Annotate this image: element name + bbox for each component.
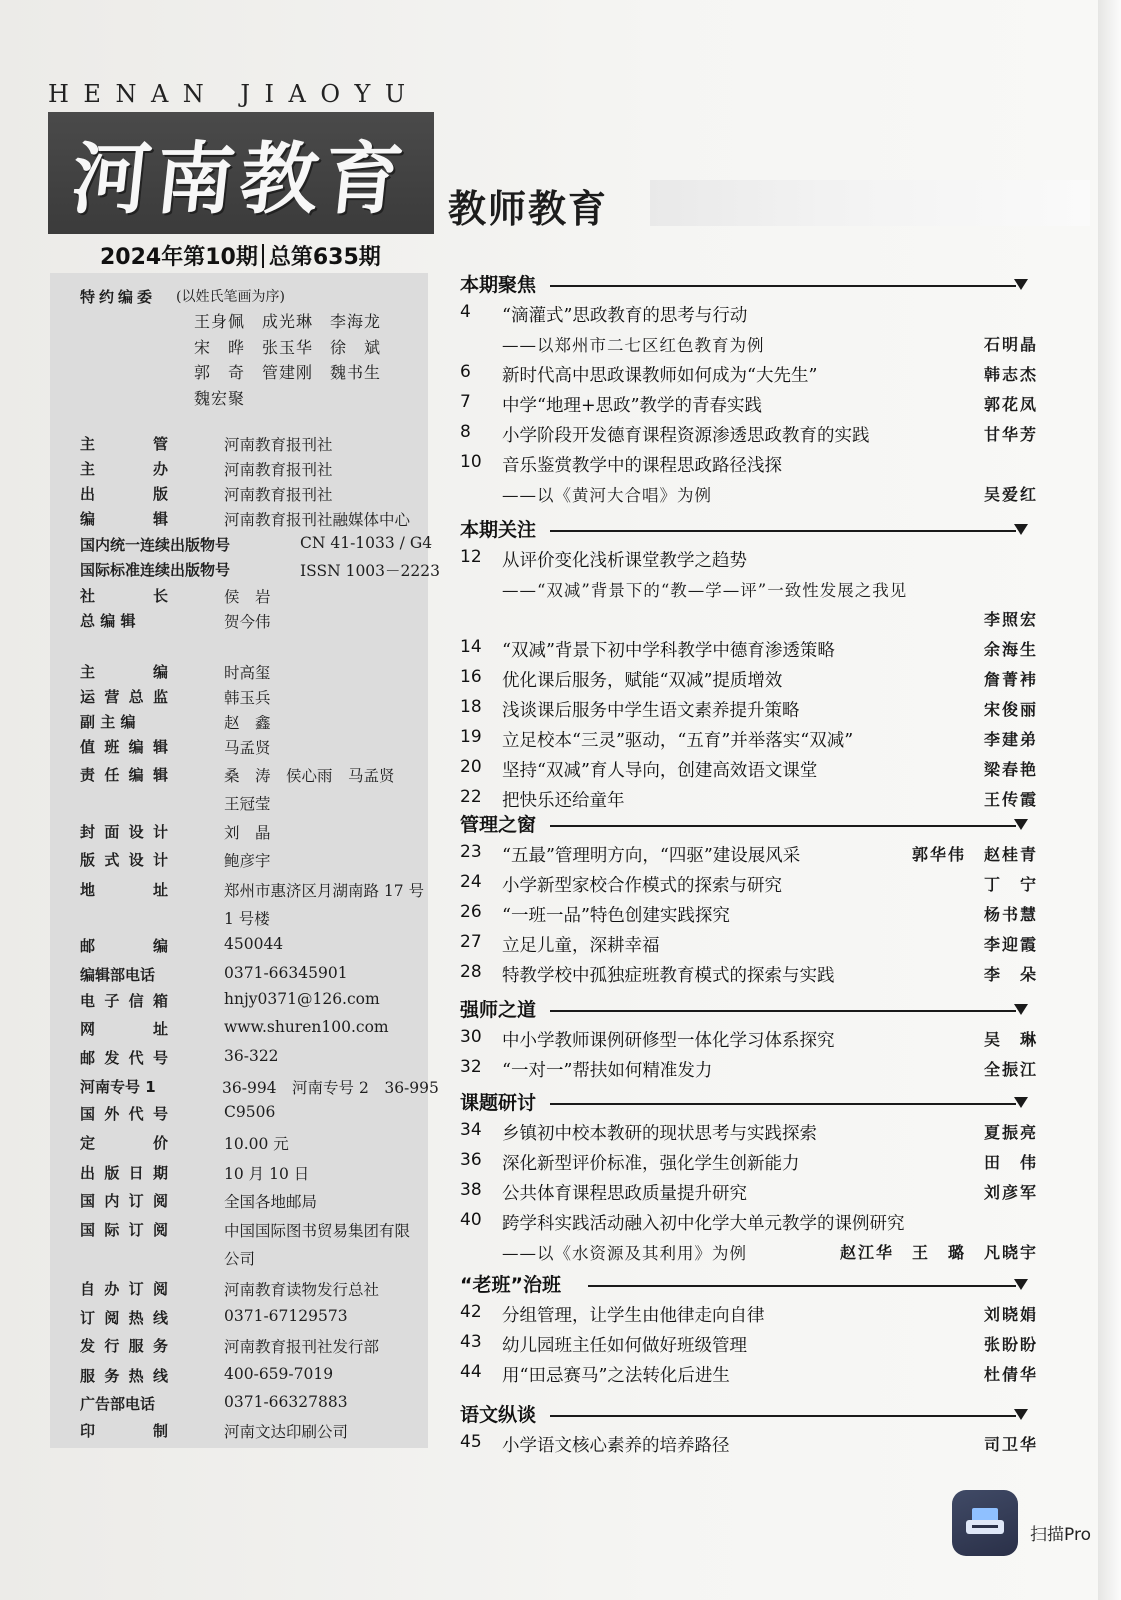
masthead-banner bbox=[48, 112, 434, 234]
colophon-value: 全国各地邮局 bbox=[224, 1193, 318, 1211]
toc-page-number: 26 bbox=[460, 902, 482, 922]
toc-section-heading bbox=[460, 995, 1028, 1025]
colophon-label: 发行服务 bbox=[80, 1337, 168, 1355]
toc-entry[interactable] bbox=[460, 1362, 1038, 1390]
colophon-value: 王冠莹 bbox=[224, 795, 271, 813]
toc-section-rule bbox=[550, 1415, 1016, 1417]
toc-article-title: 从评价变化浅析课堂教学之趋势 bbox=[502, 551, 747, 571]
toc-author: 赵江华 王 璐 凡晓宇 bbox=[839, 1243, 1038, 1262]
colophon-label: 邮 编 bbox=[80, 937, 168, 955]
toc-article-title: “双减”背景下初中学科教学中德育渗透策略 bbox=[502, 641, 835, 661]
toc-author: 刘彦军 bbox=[983, 1183, 1038, 1202]
toc-page-number: 45 bbox=[460, 1432, 482, 1452]
colophon-value: 36-994 河南专号 2 36-995 bbox=[222, 1079, 439, 1097]
colophon-value: 中国国际图书贸易集团有限 bbox=[224, 1222, 411, 1240]
toc-entry[interactable] bbox=[460, 1432, 1038, 1460]
toc-article-title: 浅谈课后服务中学生语文素养提升策略 bbox=[502, 701, 800, 721]
toc-subtitle: ——以《黄河大合唱》为例 bbox=[502, 486, 712, 505]
colophon-label: 地 址 bbox=[80, 881, 168, 899]
toc-section-rule bbox=[550, 530, 1016, 532]
toc-section-title: 语文纵谈 bbox=[460, 1404, 537, 1426]
toc-page-number: 27 bbox=[460, 932, 482, 952]
colophon-value: 河南教育报刊社 bbox=[224, 461, 333, 479]
toc-entry[interactable] bbox=[460, 1150, 1038, 1178]
issue-line bbox=[100, 240, 420, 271]
colophon-value: CN 41-1033 / G4 bbox=[300, 534, 433, 552]
table-of-contents bbox=[460, 270, 1040, 1470]
toc-author: 王传霞 bbox=[983, 790, 1038, 809]
toc-author: 李建弟 bbox=[983, 730, 1038, 749]
toc-entry[interactable] bbox=[460, 452, 1038, 480]
toc-section-title: “老班”治班 bbox=[460, 1274, 561, 1296]
toc-entry[interactable] bbox=[460, 697, 1038, 725]
colophon-label: 值班编辑 bbox=[80, 738, 168, 756]
toc-page-number: 10 bbox=[460, 452, 482, 472]
toc-page-number: 19 bbox=[460, 727, 482, 747]
toc-page-number: 34 bbox=[460, 1120, 482, 1140]
members-label: 特约编委 bbox=[80, 288, 157, 306]
toc-article-title: 小学阶段开发德育课程资源渗透思政教育的实践 bbox=[502, 426, 870, 446]
toc-article-title: 中学“地理+思政”教学的青春实践 bbox=[502, 396, 763, 416]
toc-article-title: 小学新型家校合作模式的探索与研究 bbox=[502, 876, 782, 896]
toc-section-heading bbox=[460, 1400, 1028, 1430]
toc-author: 李照宏 bbox=[983, 610, 1038, 629]
toc-page-number: 22 bbox=[460, 787, 482, 807]
page-gutter bbox=[1098, 0, 1121, 1600]
toc-page-number: 23 bbox=[460, 842, 482, 862]
toc-article-title: 幼儿园班主任如何做好班级管理 bbox=[502, 1336, 747, 1356]
colophon-label: 国际标准连续出版物号 bbox=[80, 561, 231, 579]
members-note: (以姓氏笔画为序) bbox=[176, 289, 285, 305]
toc-article-title: 公共体育课程思政质量提升研究 bbox=[502, 1184, 747, 1204]
toc-section-heading bbox=[460, 1270, 1028, 1300]
colophon-label: 邮发代号 bbox=[80, 1049, 168, 1067]
colophon-value: ISSN 1003－2223 bbox=[300, 562, 440, 580]
toc-author: 詹菁袆 bbox=[983, 670, 1038, 689]
toc-section-rule bbox=[588, 1285, 1016, 1287]
masthead-title: 河南教育 bbox=[67, 134, 414, 225]
toc-entry[interactable] bbox=[460, 872, 1038, 900]
toc-article-title: “滴灌式”思政教育的思考与行动 bbox=[502, 306, 748, 326]
colophon-label: 订阅热线 bbox=[80, 1309, 168, 1327]
toc-article-title: 音乐鉴赏教学中的课程思政路径浅探 bbox=[502, 456, 782, 476]
triangle-down-icon bbox=[1014, 1097, 1028, 1108]
toc-article-title: 坚持“双减”育人导向，创建高效语文课堂 bbox=[502, 761, 818, 781]
toc-page-number: 4 bbox=[460, 302, 471, 322]
colophon-value: 0371-66345901 bbox=[224, 964, 348, 982]
toc-author: 韩志杰 bbox=[983, 365, 1038, 384]
colophon-panel bbox=[50, 273, 440, 1448]
toc-entry[interactable] bbox=[460, 1302, 1038, 1330]
section-heading: 教师教育 bbox=[448, 187, 609, 231]
toc-page-number: 24 bbox=[460, 872, 482, 892]
section-heading-band bbox=[650, 180, 1090, 226]
member-line: 郭 奇 管建刚 魏书生 bbox=[194, 363, 382, 382]
toc-author: 甘华芳 bbox=[983, 425, 1038, 444]
toc-author: 郭花凤 bbox=[983, 395, 1038, 414]
toc-page-number: 18 bbox=[460, 697, 482, 717]
colophon-value: 韩玉兵 bbox=[224, 689, 271, 707]
colophon-label: 国内统一连续出版物号 bbox=[80, 536, 231, 554]
toc-author: 李 朵 bbox=[983, 965, 1038, 984]
toc-section-title: 管理之窗 bbox=[460, 814, 537, 836]
toc-article-title: 优化课后服务，赋能“双减”提质增效 bbox=[502, 671, 783, 691]
toc-page-number: 38 bbox=[460, 1180, 482, 1200]
toc-section-title: 课题研讨 bbox=[460, 1092, 537, 1114]
colophon-label: 电子信箱 bbox=[80, 992, 168, 1010]
toc-section-heading bbox=[460, 810, 1028, 840]
toc-article-title: 中小学教师课例研修型一体化学习体系探究 bbox=[502, 1031, 835, 1051]
scanner-app-name: 扫描Pro bbox=[1030, 1525, 1091, 1545]
toc-page-number: 6 bbox=[460, 362, 471, 382]
colophon-value: 0371-67129573 bbox=[224, 1307, 348, 1325]
toc-subtitle: ——“双减”背景下的“教—学—评”一致性发展之我见 bbox=[502, 581, 908, 600]
colophon-value: C9506 bbox=[224, 1103, 276, 1121]
toc-entry[interactable] bbox=[460, 1332, 1038, 1360]
toc-author: 刘晓娟 bbox=[983, 1305, 1038, 1324]
toc-page-number: 16 bbox=[460, 667, 482, 687]
toc-entry[interactable] bbox=[460, 1027, 1038, 1055]
colophon-value: 贺今伟 bbox=[224, 613, 271, 631]
toc-section-rule bbox=[550, 285, 1016, 287]
toc-article-title: 特教学校中孤独症班教育模式的探索与实践 bbox=[502, 966, 835, 986]
toc-author: 司卫华 bbox=[983, 1435, 1038, 1454]
toc-author: 吴 琳 bbox=[983, 1030, 1038, 1049]
colophon-label: 国际订阅 bbox=[80, 1221, 168, 1239]
colophon-label: 定 价 bbox=[80, 1134, 168, 1152]
toc-page-number: 32 bbox=[460, 1057, 482, 1077]
toc-article-title: 分组管理，让学生由他律走向自律 bbox=[502, 1306, 765, 1326]
toc-entry[interactable] bbox=[460, 637, 1038, 665]
colophon-value: 450044 bbox=[224, 935, 284, 953]
colophon-value[interactable]: www.shuren100.com bbox=[224, 1018, 389, 1036]
toc-entry[interactable] bbox=[460, 1120, 1038, 1148]
toc-entry[interactable] bbox=[460, 547, 1038, 575]
colophon-label: 广告部电话 bbox=[80, 1395, 156, 1413]
toc-author: 吴爱红 bbox=[983, 485, 1038, 504]
colophon-label: 服务热线 bbox=[80, 1367, 168, 1385]
toc-article-title: 小学语文核心素养的培养路径 bbox=[502, 1436, 730, 1456]
colophon-label: 印 制 bbox=[80, 1422, 168, 1440]
member-line: 魏宏聚 bbox=[194, 388, 246, 408]
toc-article-title: 乡镇初中校本教研的现状思考与实践探索 bbox=[502, 1124, 817, 1144]
colophon-value: 马孟贤 bbox=[224, 739, 271, 757]
toc-subtitle: ——以《水资源及其利用》为例 bbox=[502, 1244, 747, 1263]
colophon-value: 时高玺 bbox=[224, 664, 271, 682]
year-issue: 2024年第10期 bbox=[100, 245, 258, 270]
toc-subtitle: ——以郑州市二七区红色教育为例 bbox=[502, 336, 765, 355]
toc-article-title: 深化新型评价标准，强化学生创新能力 bbox=[502, 1154, 800, 1174]
toc-section-heading bbox=[460, 270, 1028, 300]
toc-subtitle-line bbox=[502, 577, 1038, 603]
toc-article-title: 新时代高中思政课教师如何成为“大先生” bbox=[502, 366, 818, 386]
toc-article-title: 跨学科实践活动融入初中化学大单元教学的课例研究 bbox=[502, 1214, 905, 1234]
toc-entry[interactable] bbox=[460, 1057, 1038, 1085]
toc-page-number: 12 bbox=[460, 547, 482, 567]
colophon-value: 郑州市惠济区月湖南路 17 号 bbox=[224, 882, 425, 900]
toc-section-title: 本期关注 bbox=[460, 519, 537, 541]
toc-subtitle-line bbox=[502, 482, 1038, 508]
colophon-value: 36-322 bbox=[224, 1047, 279, 1065]
toc-section-title: 本期聚焦 bbox=[460, 274, 537, 296]
toc-page-number: 44 bbox=[460, 1362, 482, 1382]
toc-author: 梁春艳 bbox=[983, 760, 1038, 779]
colophon-label: 出 版 bbox=[80, 485, 168, 503]
toc-author: 夏振亮 bbox=[983, 1123, 1038, 1142]
toc-author: 杜倩华 bbox=[983, 1365, 1038, 1384]
toc-page-number: 40 bbox=[460, 1210, 482, 1230]
colophon-label: 网 址 bbox=[80, 1020, 168, 1038]
colophon-label: 主 编 bbox=[80, 663, 168, 681]
triangle-down-icon bbox=[1014, 1409, 1028, 1420]
toc-author: 余海生 bbox=[983, 640, 1038, 659]
toc-author: 丁 宁 bbox=[983, 875, 1038, 894]
colophon-value: 河南文达印刷公司 bbox=[224, 1423, 349, 1441]
toc-entry[interactable] bbox=[460, 932, 1038, 960]
toc-page-number: 28 bbox=[460, 962, 482, 982]
toc-entry[interactable] bbox=[460, 392, 1038, 420]
member-line: 王身佩 成光琳 李海龙 bbox=[194, 312, 382, 331]
toc-section-heading bbox=[460, 515, 1028, 545]
colophon-label: 国外代号 bbox=[80, 1105, 168, 1123]
toc-article-title: “一班一品”特色创建实践探究 bbox=[502, 906, 730, 926]
toc-page-number: 30 bbox=[460, 1027, 482, 1047]
toc-author: 李迎霞 bbox=[983, 935, 1038, 954]
toc-entry[interactable] bbox=[460, 727, 1038, 755]
toc-article-title: 用“田忌赛马”之法转化后进生 bbox=[502, 1366, 730, 1386]
toc-author: 石明晶 bbox=[983, 335, 1038, 354]
toc-entry[interactable] bbox=[460, 1180, 1038, 1208]
colophon-value: 鲍彦宇 bbox=[224, 852, 271, 870]
toc-article-title: 把快乐还给童年 bbox=[502, 791, 625, 811]
colophon-label: 国内订阅 bbox=[80, 1192, 168, 1210]
masthead-roman: HENAN JIAOYU bbox=[48, 80, 420, 108]
triangle-down-icon bbox=[1014, 524, 1028, 535]
total-issue: 总第635期 bbox=[268, 245, 381, 270]
toc-section-rule bbox=[550, 1010, 1016, 1012]
colophon-label: 总 编 辑 bbox=[80, 612, 136, 630]
colophon-value: 赵 鑫 bbox=[224, 714, 271, 732]
toc-subtitle-line bbox=[502, 607, 1038, 633]
toc-article-title: 立足校本“三灵”驱动，“五育”并举落实“双减” bbox=[502, 731, 854, 751]
issue-divider bbox=[262, 244, 264, 268]
colophon-value: 公司 bbox=[224, 1250, 256, 1268]
toc-author: 杨书慧 bbox=[983, 905, 1038, 924]
colophon-value: 10 月 10 日 bbox=[224, 1165, 310, 1183]
colophon-label: 编辑部电话 bbox=[80, 966, 156, 984]
colophon-label: 编 辑 bbox=[80, 510, 168, 528]
toc-section-title: 强师之道 bbox=[460, 999, 537, 1021]
toc-entry[interactable] bbox=[460, 962, 1038, 990]
toc-author: 田 伟 bbox=[983, 1153, 1038, 1172]
toc-page-number: 8 bbox=[460, 422, 471, 442]
colophon-value: 刘 晶 bbox=[224, 824, 271, 842]
toc-entry[interactable] bbox=[460, 422, 1038, 450]
toc-page-number: 14 bbox=[460, 637, 482, 657]
toc-page-number: 20 bbox=[460, 757, 482, 777]
triangle-down-icon bbox=[1014, 279, 1028, 290]
colophon-value: 10.00 元 bbox=[224, 1135, 289, 1153]
colophon-value: 河南教育报刊社发行部 bbox=[224, 1338, 380, 1356]
colophon-label: 出版日期 bbox=[80, 1164, 168, 1182]
toc-page-number: 36 bbox=[460, 1150, 482, 1170]
toc-section-rule bbox=[550, 825, 1016, 827]
toc-entry[interactable] bbox=[460, 1210, 1038, 1238]
colophon-label: 副 主 编 bbox=[80, 713, 136, 731]
colophon-value: 0371-66327883 bbox=[224, 1393, 348, 1411]
colophon-label: 运营总监 bbox=[80, 688, 168, 706]
colophon-label: 版式设计 bbox=[80, 851, 168, 869]
toc-section-rule bbox=[550, 1103, 1016, 1105]
colophon-value: 1 号楼 bbox=[224, 910, 270, 928]
colophon-value: 桑 涛 侯心雨 马孟贤 bbox=[224, 767, 395, 785]
toc-entry[interactable] bbox=[460, 902, 1038, 930]
triangle-down-icon bbox=[1014, 1279, 1028, 1290]
colophon-label: 封面设计 bbox=[80, 823, 168, 841]
toc-page-number: 7 bbox=[460, 392, 471, 412]
scanner-app-badge[interactable] bbox=[952, 1490, 1018, 1556]
colophon-label: 河南专号 1 bbox=[80, 1078, 156, 1096]
toc-entry[interactable] bbox=[460, 842, 1038, 870]
scanner-icon bbox=[966, 1508, 1004, 1538]
colophon-label: 社 长 bbox=[80, 587, 168, 605]
toc-author: 宋俊丽 bbox=[983, 700, 1038, 719]
triangle-down-icon bbox=[1014, 1004, 1028, 1015]
toc-section-heading bbox=[460, 1088, 1028, 1118]
toc-entry[interactable] bbox=[460, 667, 1038, 695]
colophon-label: 自办订阅 bbox=[80, 1280, 168, 1298]
toc-subtitle-line bbox=[502, 332, 1038, 358]
triangle-down-icon bbox=[1014, 819, 1028, 830]
toc-entry[interactable] bbox=[460, 757, 1038, 785]
toc-page-number: 42 bbox=[460, 1302, 482, 1322]
toc-entry[interactable] bbox=[460, 302, 1038, 330]
colophon-label: 主 办 bbox=[80, 460, 168, 478]
toc-article-title: “一对一”帮扶如何精准发力 bbox=[502, 1061, 713, 1081]
colophon-value[interactable]: hnjy0371@126.com bbox=[224, 990, 380, 1008]
toc-author: 全振江 bbox=[983, 1060, 1038, 1079]
colophon-value: 河南教育读物发行总社 bbox=[224, 1281, 380, 1299]
toc-page-number: 43 bbox=[460, 1332, 482, 1352]
member-line: 宋 晔 张玉华 徐 斌 bbox=[194, 337, 382, 357]
colophon-value: 河南教育报刊社 bbox=[224, 486, 333, 504]
toc-article-title: “五最”管理明方向，“四驱”建设展风采 bbox=[502, 846, 801, 866]
toc-subtitle-line bbox=[502, 1240, 1038, 1266]
toc-entry[interactable] bbox=[460, 362, 1038, 390]
toc-author: 郭华伟 赵桂青 bbox=[911, 845, 1038, 864]
colophon-value: 河南教育报刊社 bbox=[224, 436, 333, 454]
colophon-label: 责任编辑 bbox=[80, 766, 168, 784]
colophon-value: 400-659-7019 bbox=[224, 1365, 334, 1383]
toc-article-title: 立足儿童，深耕幸福 bbox=[502, 936, 660, 956]
toc-author: 张盼盼 bbox=[983, 1335, 1038, 1354]
colophon-label: 主 管 bbox=[80, 435, 168, 453]
colophon-value: 河南教育报刊社融媒体中心 bbox=[224, 511, 411, 529]
colophon-value: 侯 岩 bbox=[224, 588, 271, 606]
